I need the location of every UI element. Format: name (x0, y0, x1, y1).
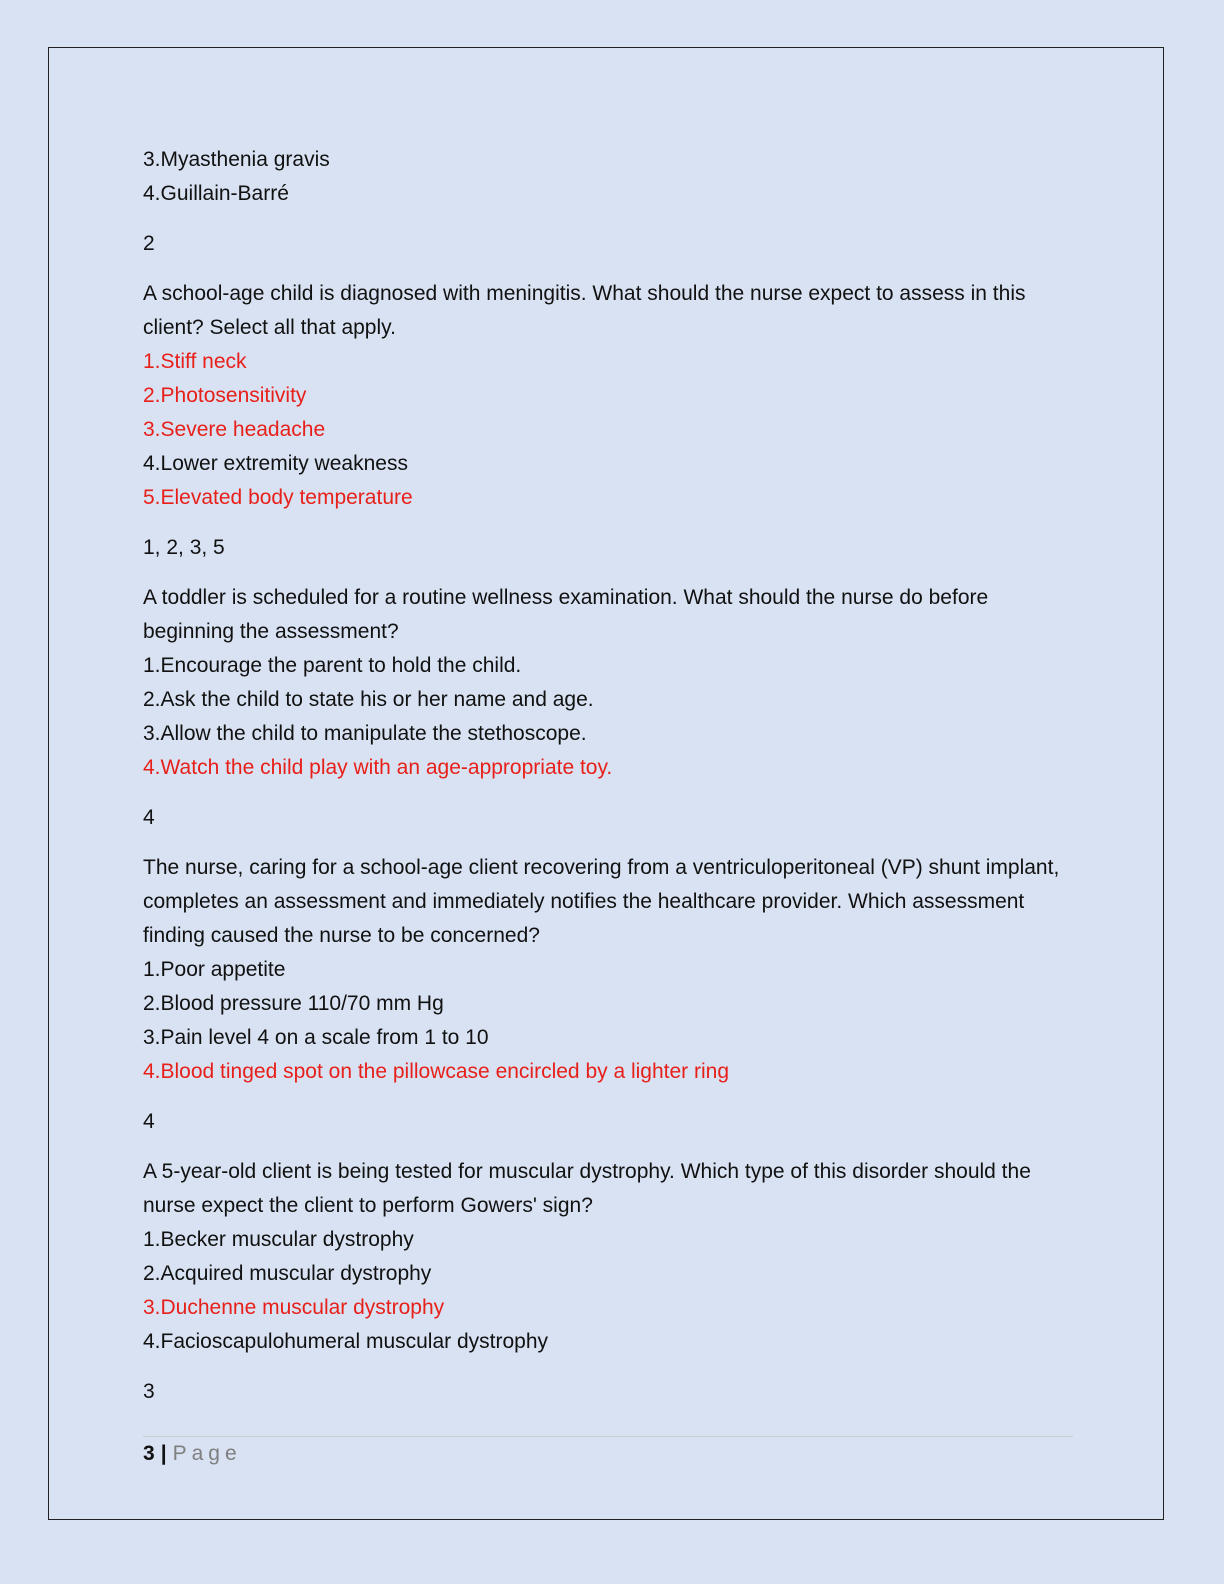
option-line: 3.Myasthenia gravis (143, 148, 330, 171)
option-correct: 5.Elevated body temperature (143, 486, 413, 509)
answer-key: 4 (143, 1110, 155, 1133)
option-correct: 2.Photosensitivity (143, 384, 307, 407)
question-prompt: A school-age child is diagnosed with meningitis. What should the nurse expect to assess in this client? Select all that apply. (143, 282, 1026, 339)
answer-key: 1, 2, 3, 5 (143, 536, 225, 559)
option-line: 3.Pain level 4 on a scale from 1 to 10 (143, 1026, 489, 1049)
document-body (143, 143, 1073, 1409)
option-correct: 4.Watch the child play with an age-appropriate toy. (143, 756, 613, 779)
option-line: 1.Poor appetite (143, 958, 286, 981)
option-line: 2.Acquired muscular dystrophy (143, 1262, 432, 1285)
page-footer (143, 1439, 242, 1469)
option-correct: 4.Blood tinged spot on the pillowcase encircled by a lighter ring (143, 1060, 730, 1083)
option-line: 1.Becker muscular dystrophy (143, 1228, 414, 1251)
question-prompt: A 5-year-old client is being tested for muscular dystrophy. Which type of this disorder should the nurse expect the client to perform Gowers' sign? (143, 1160, 1031, 1217)
question-prompt: The nurse, caring for a school-age client recovering from a ventriculoperitoneal (VP) shunt implant, completes an assessment and immediately notifies the healthcare provider. Which assessment finding caused the nurse to be concerned? (143, 856, 1060, 947)
footer-divider (143, 1436, 1073, 1437)
option-line: 2.Blood pressure 110/70 mm Hg (143, 992, 444, 1015)
option-line: 2.Ask the child to state his or her name and age. (143, 688, 594, 711)
page-label: Page (172, 1442, 242, 1465)
option-correct: 1.Stiff neck (143, 350, 247, 373)
answer-key: 4 (143, 806, 155, 829)
option-line: 4.Facioscapulohumeral muscular dystrophy (143, 1330, 549, 1353)
answer-key: 2 (143, 232, 155, 255)
question-prompt: A toddler is scheduled for a routine wellness examination. What should the nurse do before beginning the assessment? (143, 586, 989, 643)
option-correct: 3.Duchenne muscular dystrophy (143, 1296, 445, 1319)
footer-separator: | (160, 1442, 167, 1465)
option-correct: 3.Severe headache (143, 418, 326, 441)
page-number: 3 (143, 1442, 155, 1465)
option-line: 1.Encourage the parent to hold the child. (143, 654, 522, 677)
option-line: 4.Lower extremity weakness (143, 452, 408, 475)
option-line: 4.Guillain-Barré (143, 182, 289, 205)
option-line: 3.Allow the child to manipulate the stethoscope. (143, 722, 587, 745)
answer-key: 3 (143, 1380, 155, 1403)
